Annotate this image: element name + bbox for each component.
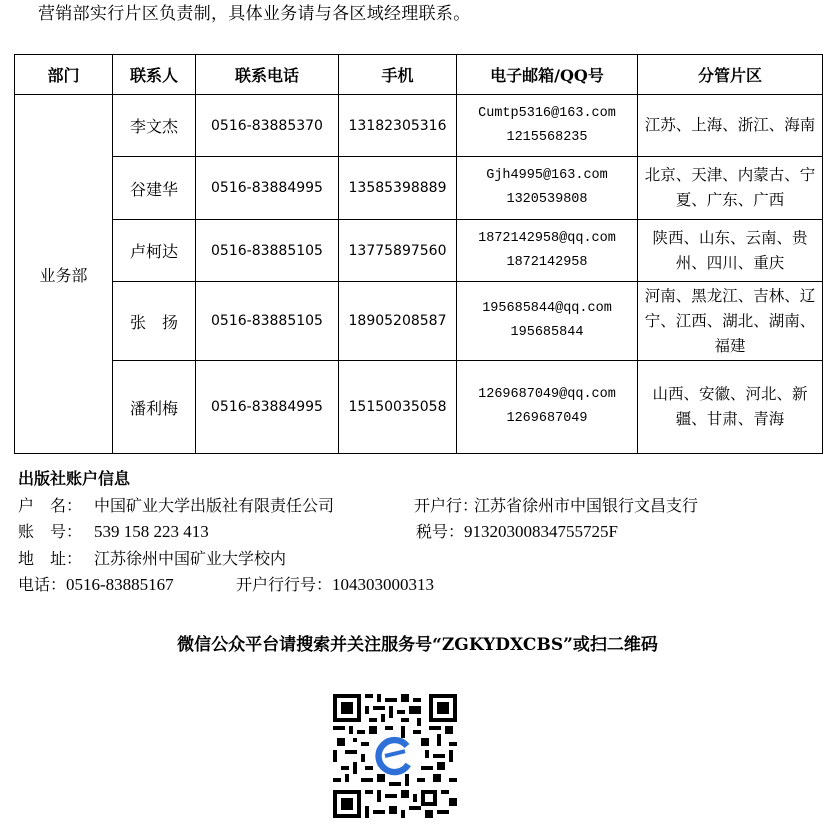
table-header-row xyxy=(15,55,823,95)
account-number-label: 账 号： xyxy=(18,522,83,541)
account-title: 出版社账户信息 xyxy=(18,469,131,488)
contact-region: 北京、天津、内蒙古、宁夏、广东、广西 xyxy=(638,157,823,220)
tax-value: 91320300834755725F xyxy=(464,522,618,541)
qr-code-icon[interactable] xyxy=(333,694,457,818)
account-name-label: 户 名： xyxy=(18,495,83,515)
contact-mobile: 13182305316 xyxy=(339,95,457,157)
email-address[interactable]: Cumtp5316@163.com xyxy=(478,105,616,121)
header-tel: 联系电话 xyxy=(196,55,339,95)
phone-row xyxy=(18,572,434,599)
contact-tel: 0516-83884995 xyxy=(196,157,339,220)
bank-number-label: 开户行行号： xyxy=(236,575,333,594)
header-contact: 联系人 xyxy=(113,55,196,95)
contact-region: 江苏、上海、浙江、海南 xyxy=(638,95,823,157)
contact-tel: 0516-83885370 xyxy=(196,95,339,157)
email-address[interactable]: Gjh4995@163.com xyxy=(486,168,608,183)
table-row xyxy=(15,220,823,282)
contact-region: 山西、安徽、河北、新疆、甘肃、青海 xyxy=(638,361,823,454)
contact-email-cell xyxy=(457,361,638,454)
contact-email-cell xyxy=(457,220,638,282)
phone-label: 电话： xyxy=(18,575,67,594)
bank-number-value: 104303000313 xyxy=(332,575,434,594)
contact-mobile: 13585398889 xyxy=(339,157,457,220)
contact-mobile: 18905208587 xyxy=(339,282,457,361)
address-value: 江苏徐州中国矿业大学校内 xyxy=(94,548,287,568)
table-row xyxy=(15,282,823,361)
contact-email-cell xyxy=(457,95,638,157)
contact-name: 谷建华 xyxy=(113,157,196,220)
header-dept: 部门 xyxy=(15,55,113,95)
table-row xyxy=(15,157,823,220)
phone-value: 0516-83885167 xyxy=(66,575,174,594)
contact-email-cell xyxy=(457,157,638,220)
wechat-instruction: 微信公众平台请搜索并关注服务号“ZGKYDXCBS”或扫二维码 xyxy=(177,635,658,655)
email-address[interactable]: 195685844@qq.com xyxy=(482,301,612,316)
header-mobile: 手机 xyxy=(339,55,457,95)
contact-mobile: 13775897560 xyxy=(339,220,457,282)
contact-name: 张 扬 xyxy=(113,282,196,361)
bank-value: 江苏省徐州市中国银行文昌支行 xyxy=(474,495,699,515)
contact-region: 河南、黑龙江、吉林、辽宁、江西、湖北、湖南、福建 xyxy=(638,282,823,361)
account-name-row xyxy=(18,493,699,520)
qq-number: 1215568235 xyxy=(506,129,588,145)
address-row xyxy=(18,546,287,573)
bank-label: 开户行： xyxy=(414,495,479,515)
email-address[interactable]: 1269687049@qq.com xyxy=(478,387,616,402)
tax-label: 税号： xyxy=(416,522,465,541)
contact-name: 卢柯达 xyxy=(113,220,196,282)
account-number-row xyxy=(18,519,618,546)
contact-name: 李文杰 xyxy=(113,95,196,157)
table-row xyxy=(15,361,823,454)
intro-text: 营销部实行片区负责制，具体业务请与各区域经理联系。 xyxy=(38,4,471,24)
contact-region: 陕西、山东、云南、贵州、四川、重庆 xyxy=(638,220,823,282)
header-email: 电子邮箱/QQ号 xyxy=(457,55,638,95)
contact-tel: 0516-83885105 xyxy=(196,282,339,361)
qq-number: 195685844 xyxy=(510,325,584,340)
address-label: 地 址： xyxy=(18,548,83,568)
department-cell: 业务部 xyxy=(15,95,113,454)
qq-number: 1320539808 xyxy=(506,192,588,207)
account-info xyxy=(18,466,699,599)
qq-number: 1269687049 xyxy=(506,411,588,426)
header-region: 分管片区 xyxy=(638,55,823,95)
contact-tel: 0516-83885105 xyxy=(196,220,339,282)
table-row xyxy=(15,95,823,157)
account-number-value: 539 158 223 413 xyxy=(94,522,209,541)
account-name-value: 中国矿业大学出版社有限责任公司 xyxy=(94,495,335,515)
contact-email-cell xyxy=(457,282,638,361)
contact-tel: 0516-83884995 xyxy=(196,361,339,454)
contact-mobile: 15150035058 xyxy=(339,361,457,454)
qq-number: 1872142958 xyxy=(506,254,588,270)
contact-name: 潘利梅 xyxy=(113,361,196,454)
email-address[interactable]: 1872142958@qq.com xyxy=(478,230,616,246)
contact-table xyxy=(14,54,823,454)
